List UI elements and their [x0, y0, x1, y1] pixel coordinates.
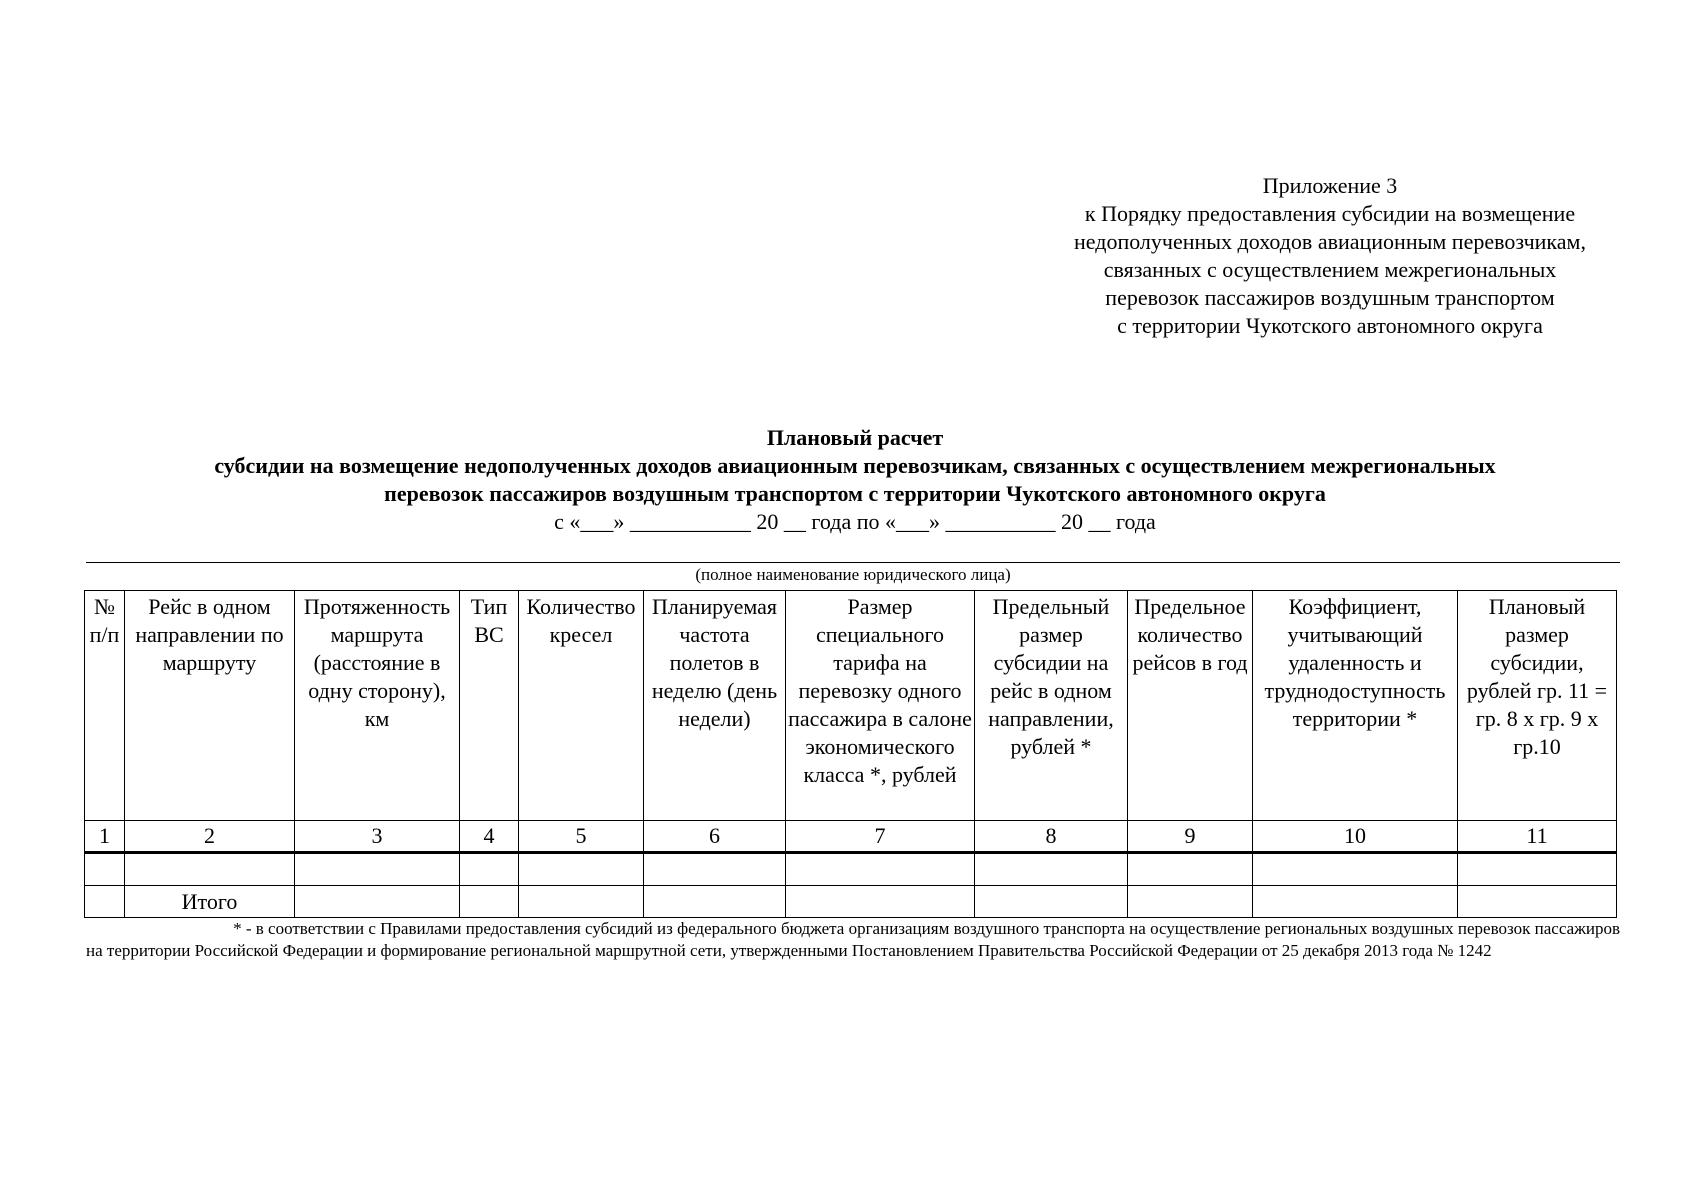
calculation-table: [84, 590, 1617, 918]
header-cell: № п/п: [85, 591, 125, 821]
table-cell: [1458, 853, 1617, 886]
table-cell: [295, 886, 460, 918]
column-number-cell: 6: [644, 821, 786, 853]
table-cell: [519, 853, 644, 886]
table-cell: [85, 886, 125, 918]
entity-name-line: [86, 562, 1620, 563]
table-cell: [460, 886, 519, 918]
column-number-cell: 11: [1458, 821, 1617, 853]
table-cell: [460, 853, 519, 886]
column-number-cell: 2: [125, 821, 295, 853]
title-line: Плановый расчет: [766, 425, 944, 450]
table-cell: [85, 853, 125, 886]
column-number-cell: 7: [786, 821, 975, 853]
column-number-cell: 5: [519, 821, 644, 853]
header-cell: Размер специального тарифа на перевозку одного пассажира в салоне экономического класса *, рублей: [786, 591, 975, 821]
appendix-line: перевозок пассажиров воздушным транспортом: [1105, 285, 1555, 310]
header-cell: Рейс в одном направлении по маршруту: [125, 591, 295, 821]
entity-caption: (полное наименование юридического лица): [695, 565, 1011, 584]
document-title: [60, 424, 1650, 536]
table-cell: [1253, 853, 1458, 886]
column-number-cell: 3: [295, 821, 460, 853]
header-cell: Количество кресел: [519, 591, 644, 821]
column-number-cell: 4: [460, 821, 519, 853]
table-cell: [519, 886, 644, 918]
table-cell: [975, 886, 1128, 918]
table-cell: [1128, 886, 1253, 918]
title-line: перевозок пассажиров воздушным транспортом с территории Чукотского автономного округа: [384, 481, 1326, 506]
header-cell: Протяженность маршрута (расстояние в одну сторону), км: [295, 591, 460, 821]
header-cell: Тип ВС: [460, 591, 519, 821]
title-line: субсидии на возмещение недополученных доходов авиационным перевозчикам, связанных с осуществлением межрегиональных: [214, 453, 1496, 478]
footnote: [86, 918, 1620, 962]
total-row: [85, 886, 1617, 918]
header-cell: Предельное количество рейсов в год: [1128, 591, 1253, 821]
table-cell: [644, 853, 786, 886]
table-cell: [1253, 886, 1458, 918]
table-cell: [295, 853, 460, 886]
column-number-cell: 9: [1128, 821, 1253, 853]
column-number-cell: 10: [1253, 821, 1458, 853]
table-cell: [786, 886, 975, 918]
header-cell: Коэффициент, учитывающий удаленность и труднодоступность территории *: [1253, 591, 1458, 821]
header-cell: Предельный размер субсидии на рейс в одном направлении, рублей *: [975, 591, 1128, 821]
total-label: Итого: [125, 886, 295, 918]
footnote-line: * - в соответствии с Правилами предоставления субсидий из федерального бюджета организациям воздушного транспорта на осуществление региональных воздушных перевозок пассажиров: [233, 919, 1620, 938]
table-cell: [1458, 886, 1617, 918]
appendix-line: связанных с осуществлением межрегиональных: [1103, 257, 1557, 282]
table-cell: [125, 853, 295, 886]
period-line: с «___» ___________ 20 __ года по «___» __________ 20 __ года: [554, 509, 1156, 534]
column-number-cell: 1: [85, 821, 125, 853]
table-cell: [1128, 853, 1253, 886]
appendix-block: [1030, 172, 1630, 340]
column-number-row: [85, 821, 1617, 853]
appendix-line: с территории Чукотского автономного округа: [1117, 313, 1543, 338]
header-cell: Плановый размер субсидии, рублей гр. 11 = гр. 8 х гр. 9 х гр.10: [1458, 591, 1617, 821]
header-row: [85, 591, 1617, 821]
appendix-line: к Порядку предоставления субсидии на возмещение: [1084, 201, 1576, 226]
table-cell: [644, 886, 786, 918]
table-cell: [786, 853, 975, 886]
appendix-line: недополученных доходов авиационным перевозчикам,: [1074, 229, 1586, 254]
column-number-cell: 8: [975, 821, 1128, 853]
table-row: [85, 853, 1617, 886]
appendix-title: Приложение 3: [1262, 173, 1398, 198]
header-cell: Планируемая частота полетов в неделю (день недели): [644, 591, 786, 821]
table-cell: [975, 853, 1128, 886]
footnote-line: на территории Российской Федерации и формирование региональной маршрутной сети, утвержденными Постановлением Правительства Российской Федерации от 25 декабря 2013 года № 1242: [86, 941, 1492, 960]
